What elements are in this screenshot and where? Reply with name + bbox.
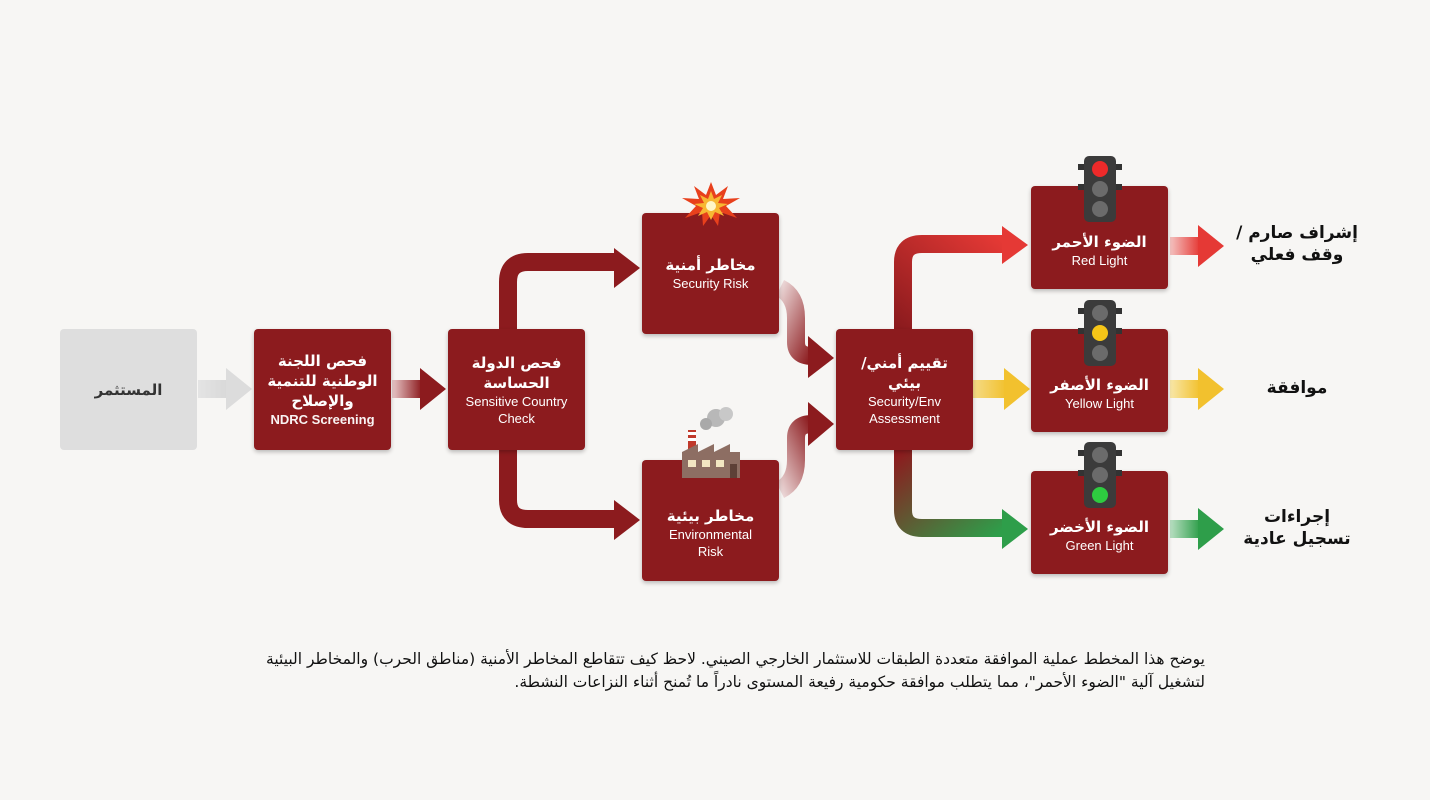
traffic-light-red-icon bbox=[1078, 156, 1122, 222]
sensitive-country-box bbox=[448, 329, 585, 450]
arrow-sensitive-security bbox=[508, 248, 640, 330]
arrow-assessment-green bbox=[903, 450, 1028, 549]
investor-label: المستثمر bbox=[94, 380, 163, 399]
ndrc-label-ar: فحص اللجنة الوطنية للتنمية والإصلاح bbox=[267, 352, 378, 410]
outcome-green: إجراءات تسجيل عادية bbox=[1243, 507, 1351, 549]
arrow-assessment-red bbox=[903, 226, 1028, 330]
assessment-label-en: Security/Env Assessment bbox=[868, 393, 941, 426]
security-risk-label-ar: مخاطر أمنية bbox=[665, 256, 756, 274]
sensitive-label-en: Sensitive Country Check bbox=[465, 393, 568, 426]
yellow-light-label-ar: الضوء الأصفر bbox=[1050, 376, 1149, 394]
environmental-risk-label-ar: مخاطر بيئية bbox=[666, 506, 755, 525]
green-light-label-ar: الضوء الأخضر bbox=[1049, 518, 1150, 536]
arrow-yellow-outcome bbox=[1170, 368, 1224, 410]
traffic-light-yellow-icon bbox=[1078, 300, 1122, 366]
explosion-icon bbox=[680, 180, 742, 228]
green-light-label-en: Green Light bbox=[1065, 538, 1134, 553]
arrow-security-assessment bbox=[780, 288, 834, 378]
environmental-risk-label-en: Environmental Risk bbox=[668, 526, 753, 559]
outcome-yellow: موافقة bbox=[1266, 378, 1328, 398]
arrow-assessment-yellow bbox=[972, 368, 1030, 410]
factory-icon bbox=[678, 406, 744, 478]
arrow-investor-ndrc bbox=[198, 368, 252, 410]
arrow-environmental-assessment bbox=[780, 402, 834, 490]
traffic-light-green-icon bbox=[1078, 442, 1122, 508]
arrow-red-outcome bbox=[1170, 225, 1224, 267]
assessment-box bbox=[836, 329, 973, 450]
diagram-caption: يوضح هذا المخطط عملية الموافقة متعددة الطبقات للاستثمار الخارجي الصيني. لاحظ كيف تتقاطع المخاطر الأمنية (مناطق الحرب) والمخاطر البيئية لتشغيل آلية "الضوء الأحمر"، مما يتطلب موافقة حكومية رفيعة المستوى نادراً ما تُمنح أثناء النزاعات النشطة. bbox=[266, 650, 1205, 691]
security-risk-box bbox=[642, 213, 779, 334]
ndrc-label-en: NDRC Screening bbox=[270, 412, 375, 427]
red-light-label-en: Red Light bbox=[1071, 253, 1128, 268]
yellow-light-label-en: Yellow Light bbox=[1065, 396, 1134, 411]
red-light-label-ar: الضوء الأحمر bbox=[1052, 233, 1147, 251]
outcome-red: إشراف صارم / وقف فعلي bbox=[1236, 223, 1358, 265]
arrow-ndrc-sensitive bbox=[392, 368, 446, 410]
investor-box bbox=[60, 329, 197, 450]
environmental-risk-box bbox=[642, 460, 779, 581]
arrow-sensitive-environmental bbox=[508, 450, 640, 540]
sensitive-label-ar: فحص الدولة الحساسة bbox=[471, 353, 562, 392]
assessment-label-ar: تقييم أمني/بيئي bbox=[861, 353, 948, 392]
security-risk-label-en: Security Risk bbox=[672, 276, 749, 291]
ndrc-screening-box bbox=[254, 329, 391, 450]
arrow-green-outcome bbox=[1170, 508, 1224, 550]
